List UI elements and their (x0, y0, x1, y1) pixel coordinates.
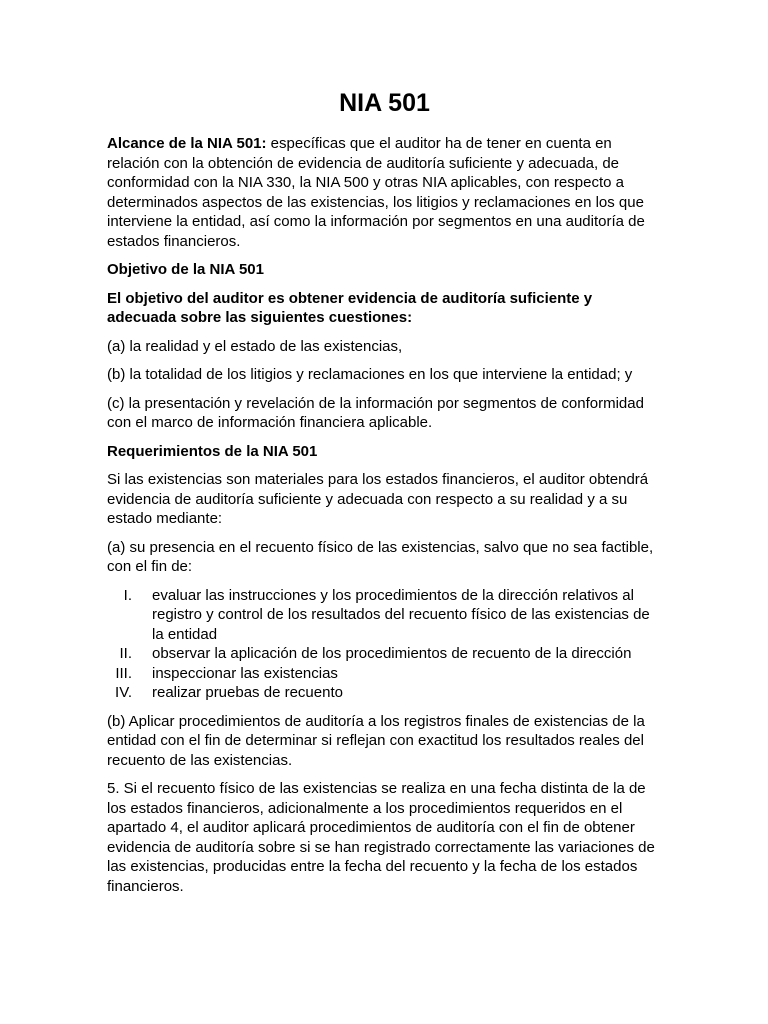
requerimientos-heading: Requerimientos de la NIA 501 (107, 442, 318, 460)
list-item-text: evaluar las instrucciones y los procedimientos de la dirección relativos al registro y control de los resultados del recuento físico de las existencias de la entidad (152, 586, 650, 643)
list-item (107, 644, 662, 664)
document-page (107, 86, 662, 905)
list-item-number: I. (123, 586, 132, 604)
alcance-text: específicas que el auditor ha de tener en cuenta en relación con la obtención de evidencia de auditoría suficiente y adecuada, de conformidad con la NIA 330, la NIA 500 y otras NIA aplicables, con respecto a determinados aspectos de las existencias, los litigios y reclamaciones en los que interviene la entidad, así como la información por segmentos en una auditoría de estados financieros. (107, 135, 645, 250)
list-item (107, 664, 662, 684)
objetivo-item-c: (c) la presentación y revelación de la información por segmentos de conformidad con el marco de información financiera aplicable. (107, 394, 644, 431)
alcance-label: Alcance de la NIA 501: (107, 135, 267, 152)
alcance-paragraph (107, 134, 662, 251)
page-title: NIA 501 (339, 89, 430, 117)
requerimientos-item-a: (a) su presencia en el recuento físico de las existencias, salvo que no sea factible, con el fin de: (107, 538, 654, 575)
list-item-number: III. (115, 664, 132, 682)
list-item-text: realizar pruebas de recuento (152, 684, 343, 701)
list-item-text: inspeccionar las existencias (152, 664, 338, 682)
list-item (107, 683, 662, 703)
requerimientos-intro: Si las existencias son materiales para los estados financieros, el auditor obtendrá evidencia de auditoría suficiente y adecuada con respecto a su realidad y a su estado mediante: (107, 471, 649, 527)
list-item-number: II. (119, 645, 132, 662)
objetivo-lead: El objetivo del auditor es obtener evidencia de auditoría suficiente y adecuada sobre las siguientes cuestiones: (107, 289, 593, 326)
list-item-text: observar la aplicación de los procedimientos de recuento de la dirección (152, 645, 632, 662)
roman-list (107, 586, 662, 703)
objetivo-heading: Objetivo de la NIA 501 (107, 261, 264, 278)
objetivo-item-b: (b) la totalidad de los litigios y reclamaciones en los que interviene la entidad; y (107, 366, 633, 383)
requerimientos-item-5: 5. Si el recuento físico de las existencias se realiza en una fecha distinta de la de los estados financieros, adicionalmente a los procedimientos requeridos en el apartado 4, el auditor aplicará procedimientos de auditoría con el fin de obtener evidencia de auditoría sobre si se han registrado correctamente las variaciones de las existencias, producidas entre la fecha del recuento y la fecha de los estados financieros. (107, 780, 655, 895)
list-item-number: IV. (115, 684, 132, 701)
objetivo-item-a: (a) la realidad y el estado de las existencias, (107, 337, 403, 355)
list-item (107, 586, 662, 645)
requerimientos-item-b: (b) Aplicar procedimientos de auditoría a los registros finales de existencias de la entidad con el fin de determinar si reflejan con exactitud los resultados reales del recuento de las existencias. (107, 712, 645, 769)
